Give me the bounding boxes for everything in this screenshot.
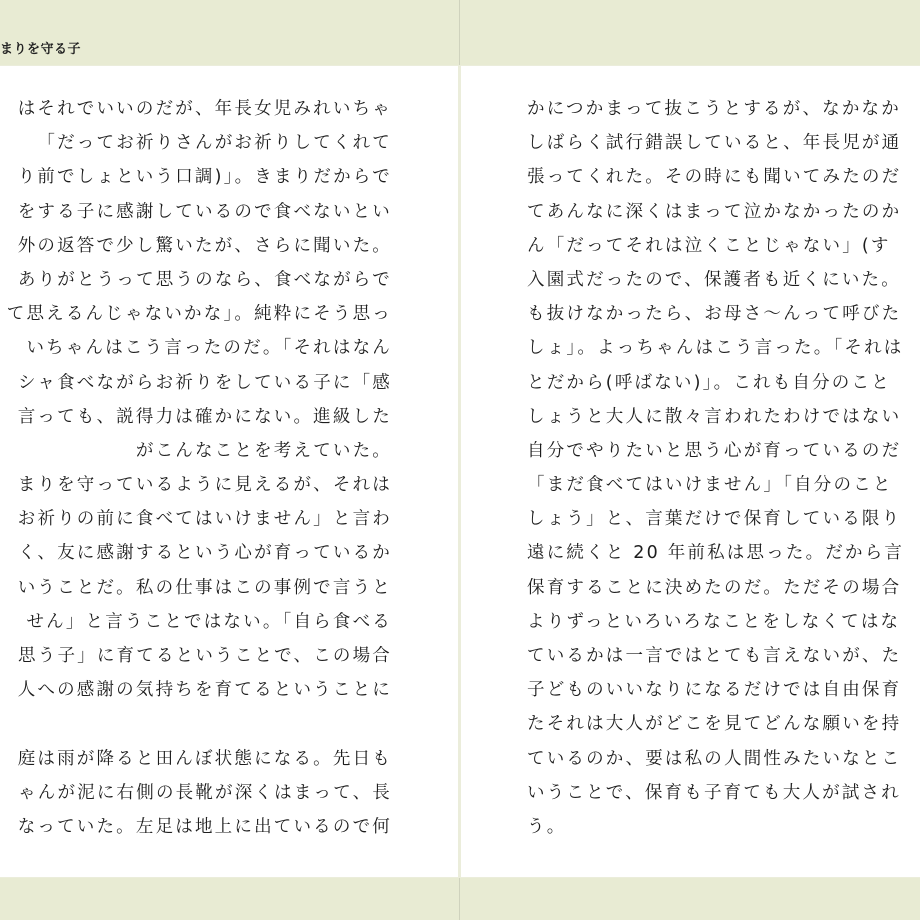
text-line: 思う子」に育てるということで、この場合 [18, 646, 392, 666]
right-page-text [527, 92, 904, 844]
running-head-title: まりを守る子 [0, 42, 82, 57]
text-line: しょう」と、言葉だけで保育している限り [527, 509, 902, 530]
text-line: なっていた。左足は地上に出ているので何 [17, 816, 392, 837]
text-line: をする子に感謝しているので食べないとい [17, 201, 392, 222]
text-line: たそれは大人がどこを見てどんな願いを持 [527, 714, 902, 735]
text-line: お祈りの前に食べてはいけません」と言わ [17, 509, 392, 530]
text-line: ん「だってそれは泣くことじゃない」(す [527, 235, 891, 256]
text-line: ているかは一言ではとても言えないが、た [527, 646, 902, 666]
text-line: いうことで、保育も子育ても大人が試され [527, 782, 901, 803]
text-line: しょ」。よっちゃんはこう言った。「それは [527, 338, 904, 359]
text-line: まりを守っているように見えるが、それは [17, 475, 392, 496]
text-line: く、友に感謝するという心が育っているか [18, 543, 392, 564]
top-margin-band [0, 0, 920, 65]
text-line: 「まだ食べてはいけません」「自分のこと [527, 475, 893, 496]
text-line: て思えるんじゃないかな」。純粋にそう思っ [6, 304, 392, 325]
text-line: よりずっといろいろなことをしなくてはな [527, 611, 901, 632]
text-line: 入園式だったので、保護者も近くにいた。 [527, 269, 901, 290]
text-line: 人への感謝の気持ちを育てるということに [17, 680, 392, 701]
text-line: とだから(呼ばない)」。これも自分のこと [527, 372, 891, 393]
text-line: ありがとうって思うのなら、食べながらで [17, 269, 392, 290]
text-line: 張ってくれた。その時にも聞いてみたのだ [527, 167, 902, 188]
text-line [7, 707, 392, 741]
text-line: ゃんが泥に右側の長靴が深くはまって、長 [18, 782, 392, 803]
left-page [0, 66, 458, 877]
right-page [461, 66, 920, 877]
text-line: しばらく試行錯誤していると、年長児が通 [527, 133, 902, 154]
text-line: てあんなに深くはまって泣かなかったのか [527, 201, 902, 222]
text-line: がこんなことを考えていた。 [135, 440, 392, 461]
gutter-line-top [459, 0, 460, 65]
text-line: いちゃんはこう言ったのだ。「それはなん [26, 338, 392, 359]
text-line: はそれでいいのだが、年長女児みれいちゃ [17, 99, 392, 119]
gutter-line-bottom [459, 878, 460, 920]
text-line: かにつかまって抜こうとするが、なかなか [527, 99, 901, 119]
text-line: 言っても、説得力は確かにない。進級した [17, 406, 392, 427]
text-line: も抜けなかったら、お母さ〜んって呼びた [527, 304, 902, 325]
text-line: せん」と言うことではない。「自ら食べる [26, 611, 392, 632]
text-line: 外の返答で少し驚いたが、さらに聞いた。 [17, 235, 392, 256]
bottom-margin-band [0, 878, 920, 920]
text-line: 子どものいいなりになるだけでは自由保育 [527, 680, 902, 701]
text-line: 庭は雨が降ると田んぼ状態になる。先日も [17, 748, 392, 769]
text-line: シャ食べながらお祈りをしている子に「感 [18, 372, 392, 393]
text-line: 保育することに決めたのだ。ただその場合 [527, 577, 902, 598]
text-line: り前でしょという口調)」。きまりだからで [17, 167, 392, 188]
text-line: いうことだ。私の仕事はこの事例で言うと [17, 577, 392, 598]
text-line: ているのか、要は私の人間性みたいなとこ [527, 748, 902, 769]
text-line: しょうと大人に散々言われたわけではない [527, 406, 902, 427]
left-page-text [7, 92, 392, 844]
text-line: う。 [527, 816, 567, 837]
text-line: 自分でやりたいと思う心が育っているのだ [527, 440, 902, 461]
text-line: 遠に続くと 20 年前私は思った。だから言 [527, 543, 905, 564]
text-line: 「だってお祈りさんがお祈りしてくれて [37, 133, 392, 154]
